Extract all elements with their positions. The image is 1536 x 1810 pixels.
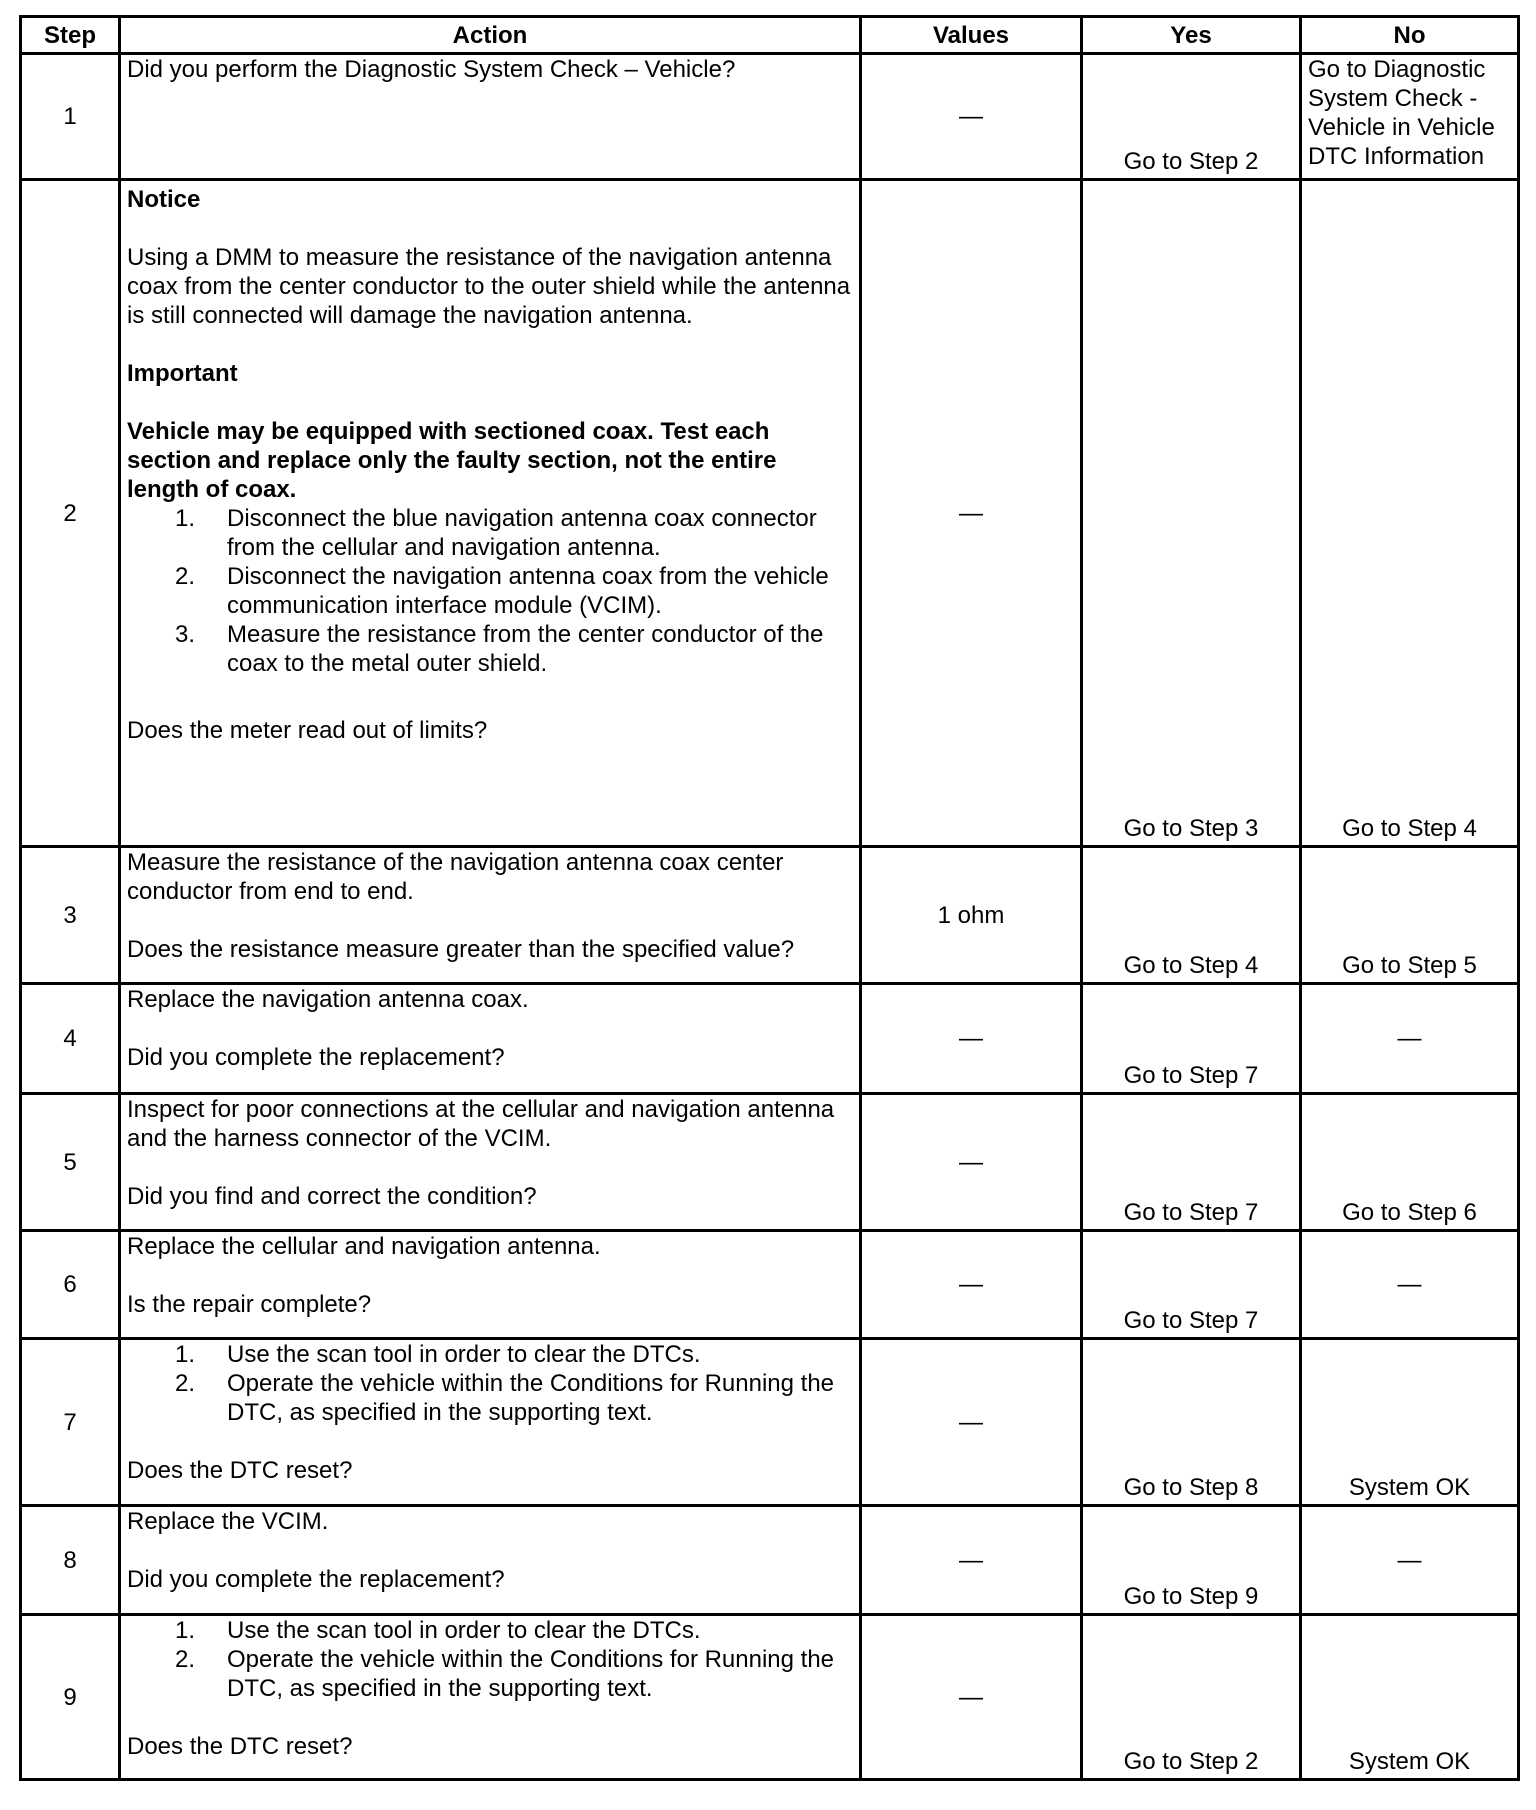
substep-number: 2. <box>175 1370 196 1397</box>
no-link[interactable]: Go to Diagnostic System Check - Vehicle in Vehicle DTC Information <box>1301 54 1519 180</box>
no-link[interactable]: Go to Step 6 <box>1301 1094 1519 1231</box>
table-row <box>21 1615 1519 1780</box>
action-question: Is the repair complete? <box>127 1291 372 1318</box>
no-link[interactable]: System OK <box>1301 1615 1519 1780</box>
values-cell: — <box>861 180 1082 847</box>
table-row <box>21 1231 1519 1339</box>
substep <box>175 1616 853 1645</box>
step-number: 9 <box>21 1615 120 1780</box>
substep-list <box>127 504 853 678</box>
header-row <box>21 17 1519 54</box>
no-link[interactable]: System OK <box>1301 1339 1519 1506</box>
values-cell: — <box>861 1231 1082 1339</box>
yes-link[interactable]: Go to Step 9 <box>1082 1506 1301 1615</box>
substep-number: 3. <box>175 621 196 648</box>
table-row <box>21 1506 1519 1615</box>
no-link: — <box>1301 984 1519 1094</box>
action-cell <box>120 1094 861 1231</box>
action-cell <box>120 54 861 180</box>
action-question: Does the DTC reset? <box>127 1457 353 1484</box>
action-text: Did you perform the Diagnostic System Check – Vehicle? <box>127 56 736 83</box>
yes-link[interactable]: Go to Step 3 <box>1082 180 1301 847</box>
substep <box>175 504 853 562</box>
action-cell <box>120 847 861 984</box>
values-cell: 1 ohm <box>861 847 1082 984</box>
action-question: Did you complete the replacement? <box>127 1044 505 1071</box>
values-cell: — <box>861 984 1082 1094</box>
substep-number: 2. <box>175 1646 196 1673</box>
values-cell: — <box>861 1615 1082 1780</box>
substep <box>175 562 853 620</box>
substep-text: Use the scan tool in order to clear the DTCs. <box>227 1341 701 1368</box>
yes-link[interactable]: Go to Step 7 <box>1082 984 1301 1094</box>
substep <box>175 1369 853 1427</box>
substep-number: 1. <box>175 505 196 532</box>
action-cell <box>120 1506 861 1615</box>
values-cell: — <box>861 54 1082 180</box>
action-question: Does the resistance measure greater than the specified value? <box>127 936 795 963</box>
header-yes: Yes <box>1082 17 1301 54</box>
substep <box>175 1645 853 1703</box>
step-number: 8 <box>21 1506 120 1615</box>
table-row <box>21 984 1519 1094</box>
step-number: 1 <box>21 54 120 180</box>
substep-text: Use the scan tool in order to clear the DTCs. <box>227 1617 701 1644</box>
action-text: Replace the VCIM. <box>127 1508 329 1535</box>
step-number: 7 <box>21 1339 120 1506</box>
values-cell: — <box>861 1094 1082 1231</box>
action-cell <box>120 984 861 1094</box>
yes-link[interactable]: Go to Step 4 <box>1082 847 1301 984</box>
header-step: Step <box>21 17 120 54</box>
action-question: Does the DTC reset? <box>127 1733 353 1760</box>
no-link: — <box>1301 1231 1519 1339</box>
action-question: Did you find and correct the condition? <box>127 1183 537 1210</box>
action-text: Measure the resistance of the navigation antenna coax center conductor from end to end. <box>127 849 784 905</box>
header-action: Action <box>120 17 861 54</box>
step-number: 4 <box>21 984 120 1094</box>
header-values: Values <box>861 17 1082 54</box>
action-text: Replace the cellular and navigation antenna. <box>127 1233 601 1260</box>
action-cell <box>120 1615 861 1780</box>
action-cell <box>120 1339 861 1506</box>
important-label: Important <box>127 360 238 387</box>
table-row <box>21 847 1519 984</box>
diagnostic-table <box>19 15 1520 1781</box>
step-number: 3 <box>21 847 120 984</box>
table-row <box>21 1094 1519 1231</box>
yes-link[interactable]: Go to Step 7 <box>1082 1094 1301 1231</box>
substep-text: Operate the vehicle within the Conditions for Running the DTC, as specified in the supporting text. <box>227 1646 835 1702</box>
substep-list <box>127 1616 853 1703</box>
yes-link[interactable]: Go to Step 2 <box>1082 1615 1301 1780</box>
substep <box>175 620 853 678</box>
header-no: No <box>1301 17 1519 54</box>
action-cell <box>120 180 861 847</box>
substep-text: Disconnect the navigation antenna coax from the vehicle communication interface module (VCIM). <box>227 563 829 619</box>
important-text: Vehicle may be equipped with sectioned coax. Test each section and replace only the faulty section, not the entire length of coax. <box>127 418 777 503</box>
yes-link[interactable]: Go to Step 8 <box>1082 1339 1301 1506</box>
substep-number: 2. <box>175 563 196 590</box>
step-number: 5 <box>21 1094 120 1231</box>
substep-list <box>127 1340 853 1427</box>
action-cell <box>120 1231 861 1339</box>
step-number: 2 <box>21 180 120 847</box>
substep <box>175 1340 853 1369</box>
action-question: Does the meter read out of limits? <box>127 717 488 744</box>
substep-text: Measure the resistance from the center conductor of the coax to the metal outer shield. <box>227 621 824 677</box>
table-row <box>21 1339 1519 1506</box>
no-link[interactable]: Go to Step 4 <box>1301 180 1519 847</box>
action-question: Did you complete the replacement? <box>127 1566 505 1593</box>
no-link: — <box>1301 1506 1519 1615</box>
action-text: Inspect for poor connections at the cellular and navigation antenna and the harness connector of the VCIM. <box>127 1096 835 1152</box>
yes-link[interactable]: Go to Step 7 <box>1082 1231 1301 1339</box>
step-number: 6 <box>21 1231 120 1339</box>
values-cell: — <box>861 1339 1082 1506</box>
values-cell: — <box>861 1506 1082 1615</box>
substep-text: Disconnect the blue navigation antenna coax connector from the cellular and navigation antenna. <box>227 505 817 561</box>
notice-text: Using a DMM to measure the resistance of the navigation antenna coax from the center conductor to the outer shield while the antenna is still connected will damage the navigation antenna. <box>127 244 851 329</box>
substep-text: Operate the vehicle within the Conditions for Running the DTC, as specified in the supporting text. <box>227 1370 835 1426</box>
no-link[interactable]: Go to Step 5 <box>1301 847 1519 984</box>
notice-label: Notice <box>127 186 201 213</box>
action-text: Replace the navigation antenna coax. <box>127 986 529 1013</box>
substep-number: 1. <box>175 1341 196 1368</box>
yes-link[interactable]: Go to Step 2 <box>1082 54 1301 180</box>
substep-number: 1. <box>175 1617 196 1644</box>
table-row <box>21 54 1519 180</box>
table-row <box>21 180 1519 847</box>
